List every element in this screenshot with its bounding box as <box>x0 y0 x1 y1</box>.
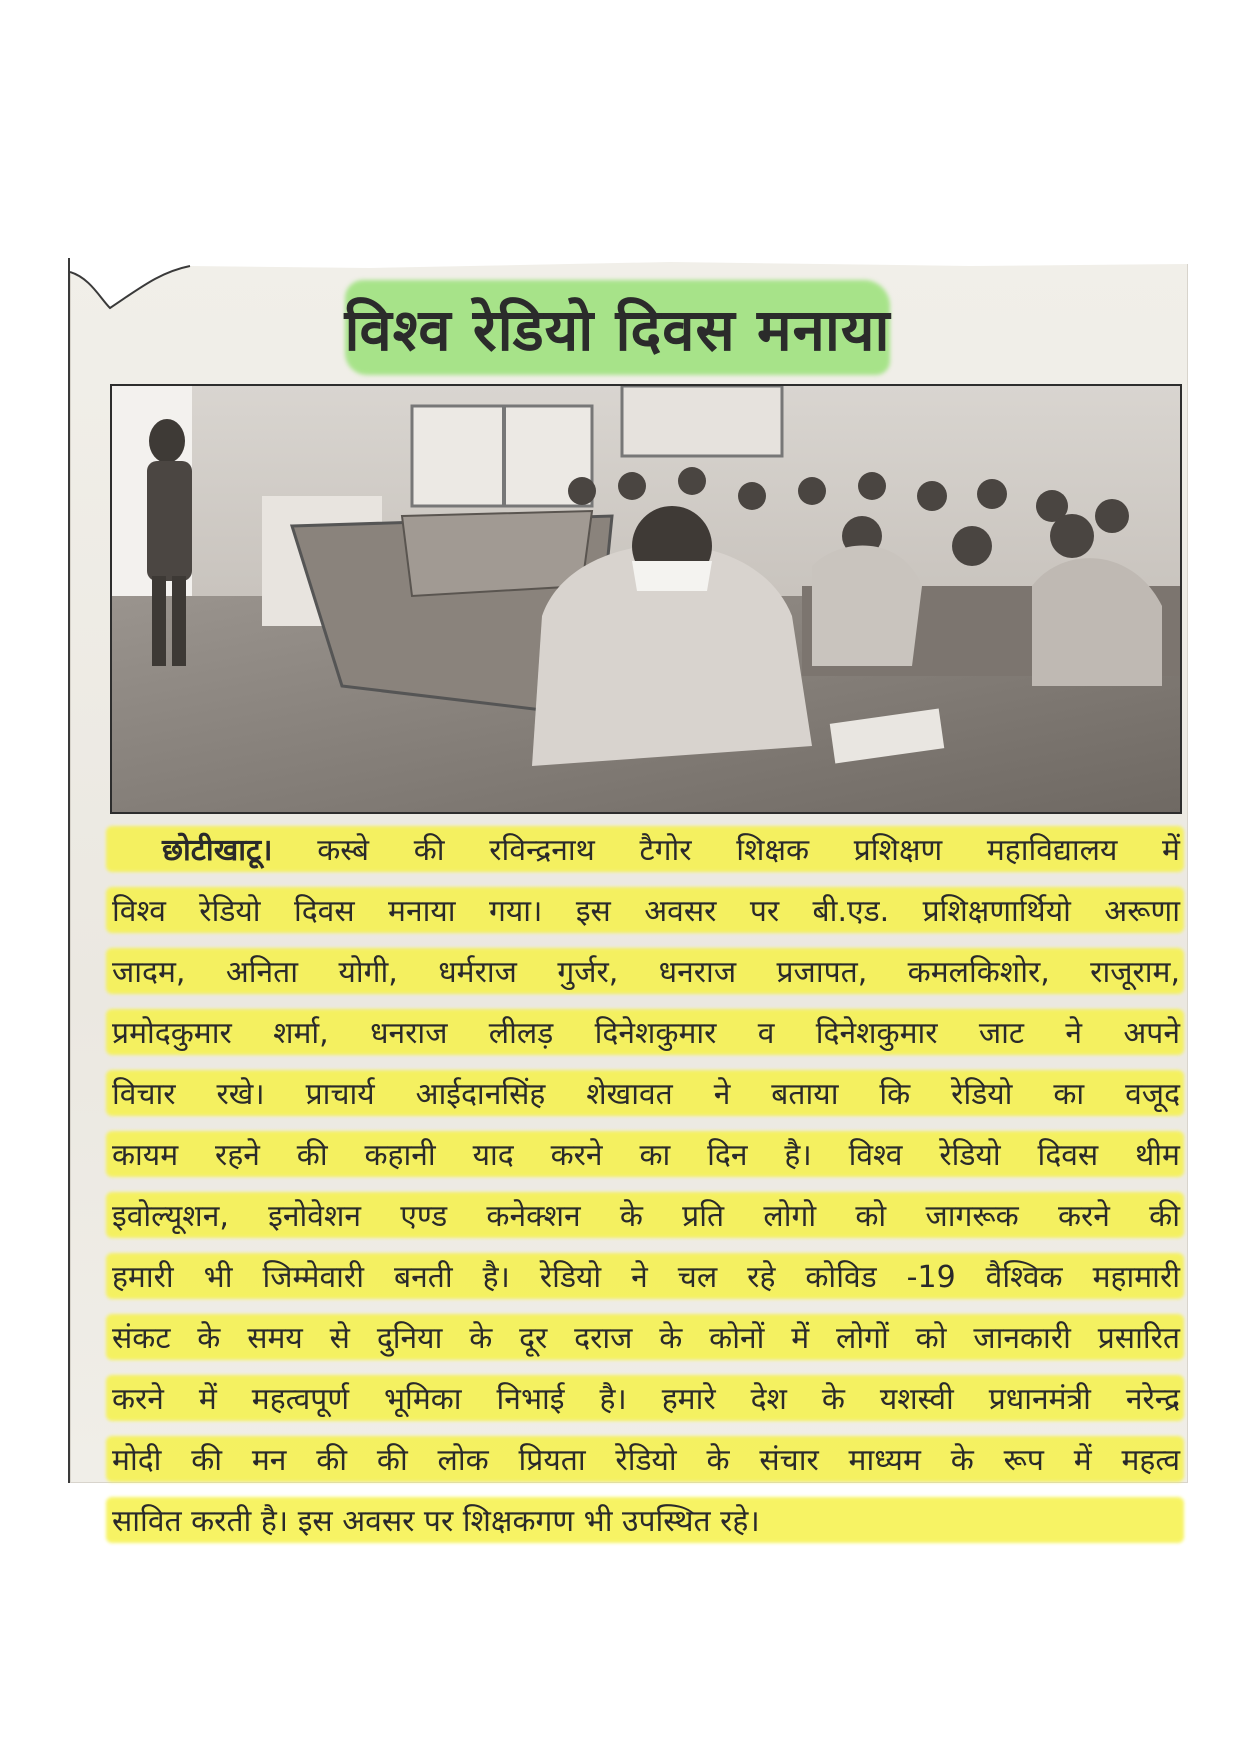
article-line <box>112 1306 1180 1366</box>
article-text: कायम रहने की कहानी याद करने का दिन है। विश्व रेडियो दिवस थीम <box>112 1137 1180 1173</box>
article-line <box>112 818 1180 878</box>
article-line <box>112 1428 1180 1488</box>
article-line <box>112 1367 1180 1427</box>
article-line <box>112 1062 1180 1122</box>
article-text: कस्बे की रविन्द्रनाथ टैगोर शिक्षक प्रशिक्षण महाविद्यालय में <box>317 832 1180 868</box>
article-line <box>112 1489 1180 1549</box>
article-line <box>112 1245 1180 1305</box>
article-text: मोदी की मन की की लोक प्रियता रेडियो के संचार माध्यम के रूप में महत्व <box>112 1442 1180 1478</box>
headline: विश्व रेडियो दिवस मनाया <box>344 296 891 364</box>
article-text: प्रमोदकुमार शर्मा, धनराज लीलड़ दिनेशकुमार व दिनेशकुमार जाट ने अपने <box>112 1015 1180 1051</box>
article-line <box>112 940 1180 1000</box>
article-line <box>112 1001 1180 1061</box>
newspaper-clipping <box>68 258 1188 1539</box>
article-text: करने में महत्वपूर्ण भूमिका निभाई है। हमारे देश के यशस्वी प्रधानमंत्री नरेन्द्र <box>112 1381 1180 1417</box>
article-line <box>112 1184 1180 1244</box>
article-text: हमारी भी जिम्मेवारी बनती है। रेडियो ने चल रहे कोविड -19 वैश्विक महामारी <box>112 1259 1180 1295</box>
article-text: जादम, अनिता योगी, धर्मराज गुर्जर, धनराज प्रजापत, कमलकिशोर, राजूराम, <box>112 954 1180 990</box>
article-line <box>112 1123 1180 1183</box>
classroom-photo <box>110 384 1182 814</box>
article-text: सावित करती है। इस अवसर पर शिक्षकगण भी उपस्थित रहे। <box>112 1503 760 1539</box>
article-text: विचार रखे। प्राचार्य आईदानसिंह शेखावत ने बताया कि रेडियो का वजूद <box>112 1076 1180 1112</box>
article-line <box>112 879 1180 939</box>
headline-box <box>345 280 890 375</box>
photo-image <box>112 386 1180 812</box>
article-text: संकट के समय से दुनिया के दूर दराज के कोनों में लोगों को जानकारी प्रसारित <box>112 1320 1180 1356</box>
article-body <box>112 818 1180 1550</box>
dateline: छोटीखाटू। <box>162 832 273 868</box>
article-text: विश्व रेडियो दिवस मनाया गया। इस अवसर पर बी.एड. प्रशिक्षणार्थियो अरूणा <box>112 893 1180 929</box>
article-text: इवोल्यूशन, इनोवेशन एण्ड कनेक्शन के प्रति लोगो को जागरूक करने की <box>112 1198 1180 1234</box>
